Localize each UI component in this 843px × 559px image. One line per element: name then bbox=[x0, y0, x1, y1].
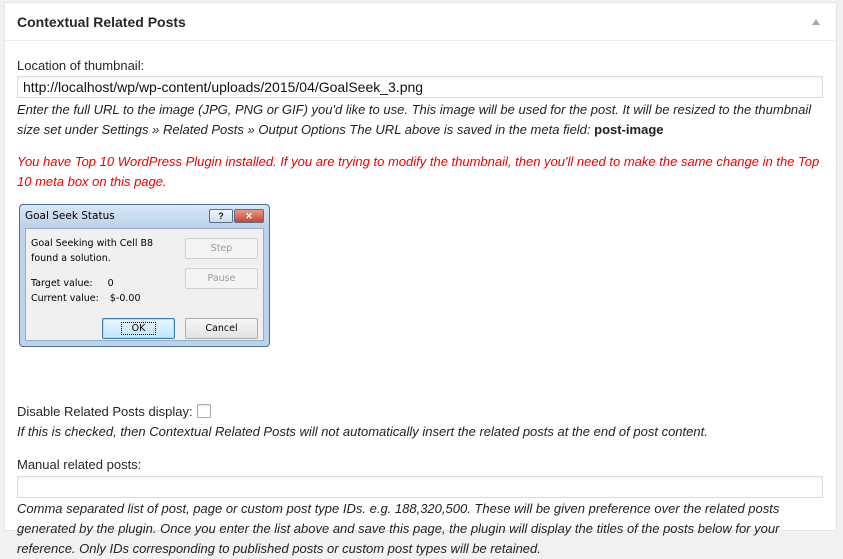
target-value-row bbox=[31, 278, 114, 289]
manual-description bbox=[17, 499, 823, 559]
dialog-title: Goal Seek Status bbox=[25, 210, 115, 222]
dialog-message-line1: Goal Seeking with Cell B8 bbox=[31, 238, 154, 249]
disable-related-posts-label: Disable Related Posts display: bbox=[17, 404, 193, 419]
manual-related-posts-input[interactable] bbox=[17, 476, 823, 498]
thumbnail-description-text: size set under Settings » Related Posts » Output Options The URL above is saved in the meta field: bbox=[17, 122, 591, 137]
thumbnail-description-line1: Enter the full URL to the image (JPG, PNG or GIF) you'd like to use. This image will be used for the post. It will be resized to the thumbnail bbox=[17, 102, 812, 117]
thumbnail-url-input[interactable] bbox=[17, 76, 823, 98]
manual-description-line3: reference. Only IDs corresponding to published posts or custom post types will be retained. bbox=[17, 541, 541, 556]
manual-description-line2: generated by the plugin. Once you enter the list above and save this page, the plugin will display the titles of the posts below for your bbox=[17, 521, 780, 536]
dialog-body bbox=[25, 228, 264, 341]
top10-warning-line2: 10 meta box on this page. bbox=[17, 174, 167, 189]
thumbnail-description-line2 bbox=[17, 120, 823, 140]
manual-description-line1: Comma separated list of post, page or custom post type IDs. e.g. 188,320,500. These will be given preference over the related posts bbox=[17, 501, 780, 516]
contextual-related-posts-metabox bbox=[4, 2, 837, 556]
dialog-message-line2: found a solution. bbox=[31, 253, 111, 264]
current-value-row bbox=[31, 293, 141, 304]
thumbnail-description bbox=[17, 100, 823, 140]
current-value: $-0.00 bbox=[109, 293, 141, 304]
current-value-label: Current value: bbox=[31, 293, 99, 304]
top10-warning bbox=[17, 152, 823, 192]
close-icon: ✕ bbox=[234, 209, 264, 223]
ok-button bbox=[102, 318, 175, 339]
help-icon: ? bbox=[209, 209, 233, 223]
cancel-button: Cancel bbox=[185, 318, 258, 339]
disable-related-posts-checkbox[interactable] bbox=[197, 404, 211, 418]
pause-button: Pause bbox=[185, 268, 258, 289]
target-value: 0 bbox=[107, 278, 114, 289]
disable-related-posts-row bbox=[17, 404, 211, 419]
thumbnail-label: Location of thumbnail: bbox=[17, 58, 145, 73]
manual-related-posts-label: Manual related posts: bbox=[17, 457, 142, 472]
disable-description: If this is checked, then Contextual Related Posts will not automatically insert the related posts at the end of post content. bbox=[17, 424, 708, 439]
step-button: Step bbox=[185, 238, 258, 259]
goal-seek-status-dialog-image bbox=[19, 204, 270, 347]
top10-warning-line1: You have Top 10 WordPress Plugin installed. If you are trying to modify the thumbnail, then you'll need to make the same change in the Top bbox=[17, 154, 820, 169]
ok-button-label: OK bbox=[122, 323, 156, 334]
meta-field-name: post-image bbox=[594, 122, 664, 137]
collapse-arrow-icon[interactable] bbox=[812, 19, 820, 25]
dialog-titlebar bbox=[20, 205, 269, 227]
metabox-title: Contextual Related Posts bbox=[17, 13, 186, 30]
metabox-header[interactable] bbox=[5, 3, 836, 41]
target-value-label: Target value: bbox=[31, 278, 93, 289]
dialog-title-buttons bbox=[209, 209, 264, 223]
